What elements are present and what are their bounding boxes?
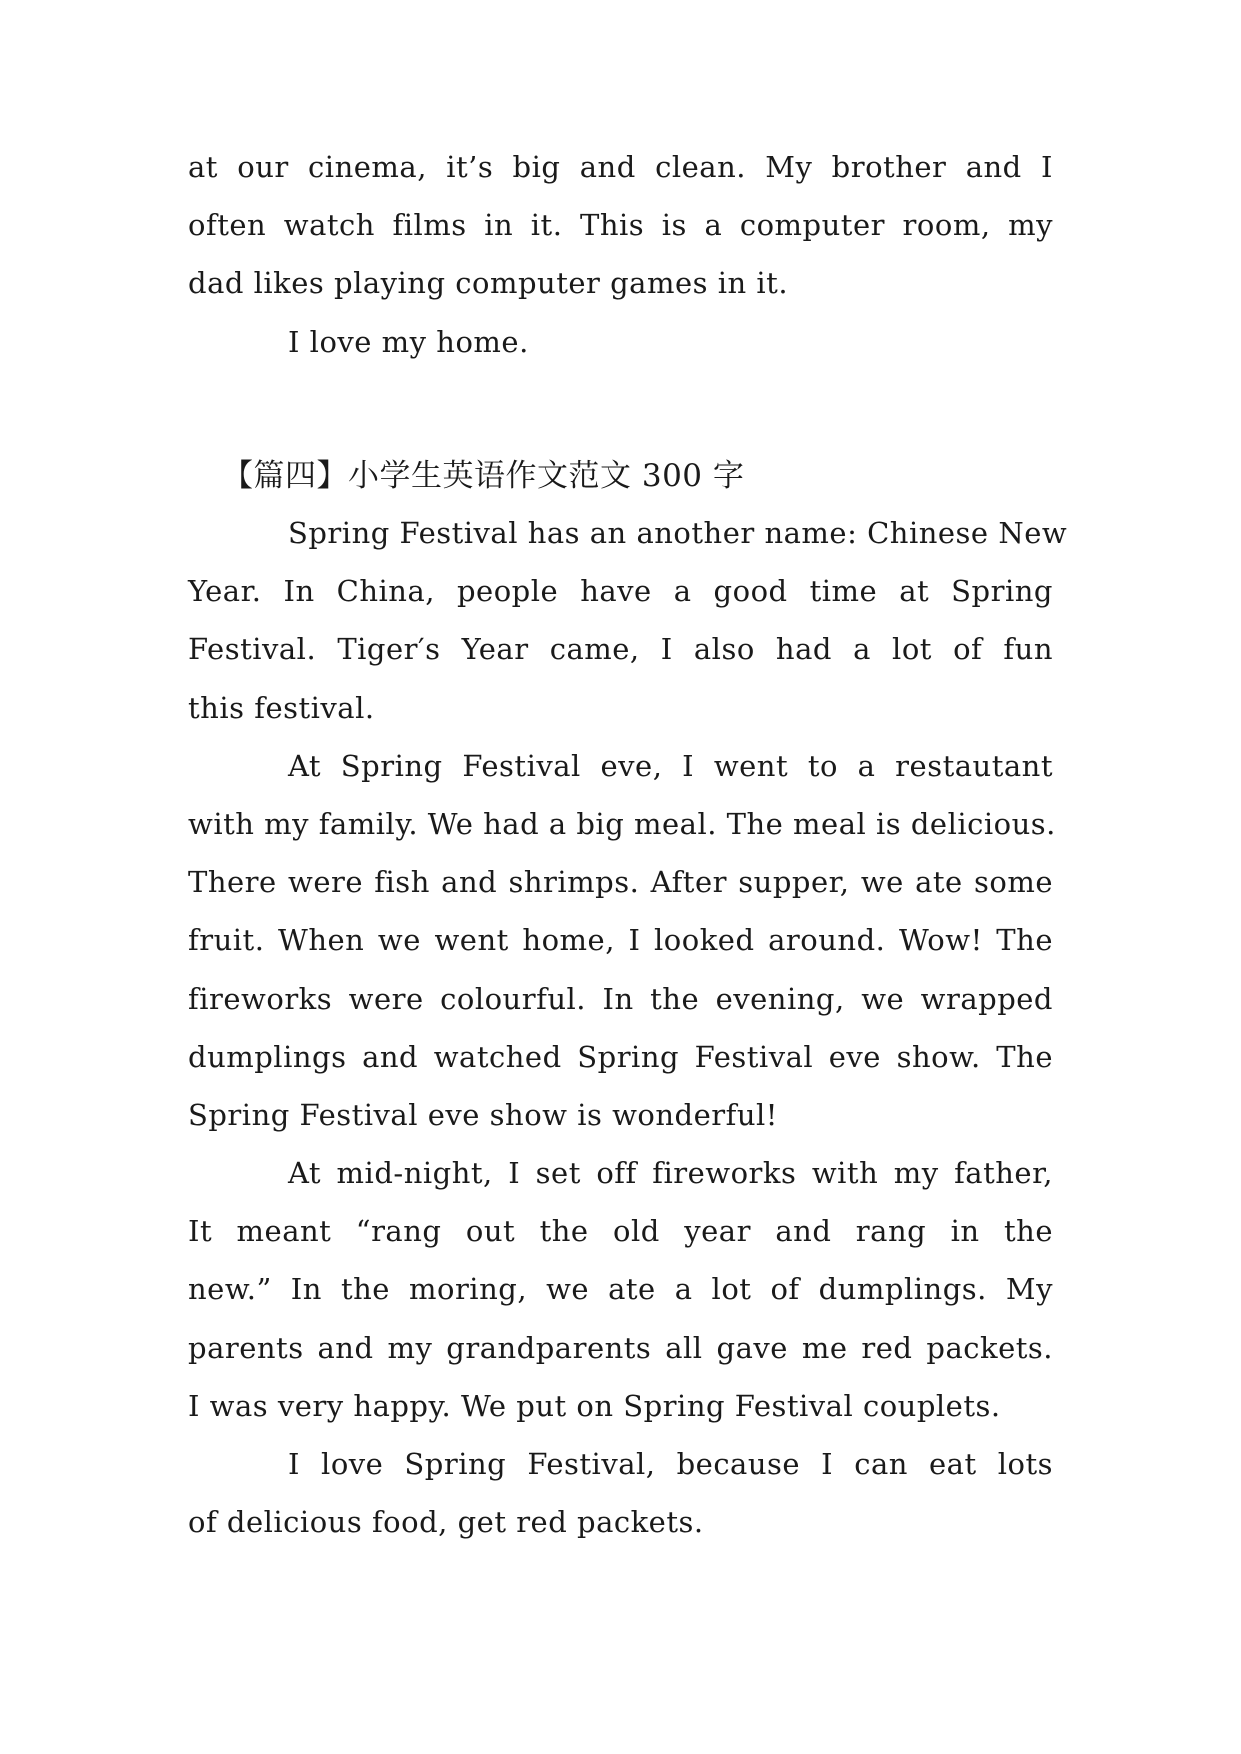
text-line: often watch films in it. This is a computer room, my bbox=[188, 208, 1053, 243]
text-line: Festival. Tiger′s Year came, I also had a lot of fun bbox=[188, 632, 1053, 667]
text-line: this festival. bbox=[188, 690, 375, 725]
text-line: Spring Festival eve show is wonderful! bbox=[188, 1097, 778, 1132]
text-line: Year. In China, people have a good time at Spring bbox=[188, 574, 1053, 609]
text-line: I love Spring Festival, because I can eat lots bbox=[288, 1447, 1053, 1481]
text-line: At Spring Festival eve, I went to a restautant bbox=[288, 748, 1053, 783]
text-line: It meant “rang out the old year and rang in the bbox=[188, 1214, 1053, 1249]
previous-essay-ending bbox=[188, 138, 1053, 371]
text-line: At mid-night, I set off fireworks with my father, bbox=[288, 1156, 1053, 1191]
text-line: There were fish and shrimps. After supper, we ate some bbox=[188, 865, 1053, 900]
text-line: fruit. When we went home, I looked around. Wow! The bbox=[188, 923, 1053, 958]
text-line: fireworks were colourful. In the evening, we wrapped bbox=[188, 981, 1053, 1016]
text-line: dad likes playing computer games in it. bbox=[188, 266, 789, 301]
essay-body bbox=[188, 504, 1068, 1551]
text-line: new.” In the moring, we ate a lot of dumplings. My bbox=[188, 1272, 1053, 1307]
text-line: dumplings and watched Spring Festival eve show. The bbox=[188, 1039, 1053, 1074]
text-line: at our cinema, it’s big and clean. My brother and I bbox=[188, 150, 1053, 184]
closing-line: I love my home. bbox=[288, 324, 529, 359]
text-line: of delicious food, get red packets. bbox=[188, 1505, 704, 1540]
text-line: I was very happy. We put on Spring Festival couplets. bbox=[188, 1388, 1001, 1423]
section-heading: 【篇四】小学生英语作文范文 300 字 bbox=[222, 458, 745, 494]
text-line: Spring Festival has an another name: Chinese New bbox=[288, 516, 1068, 550]
text-line: with my family. We had a big meal. The meal is delicious. bbox=[188, 806, 1056, 841]
text-line: parents and my grandparents all gave me red packets. bbox=[188, 1330, 1053, 1365]
